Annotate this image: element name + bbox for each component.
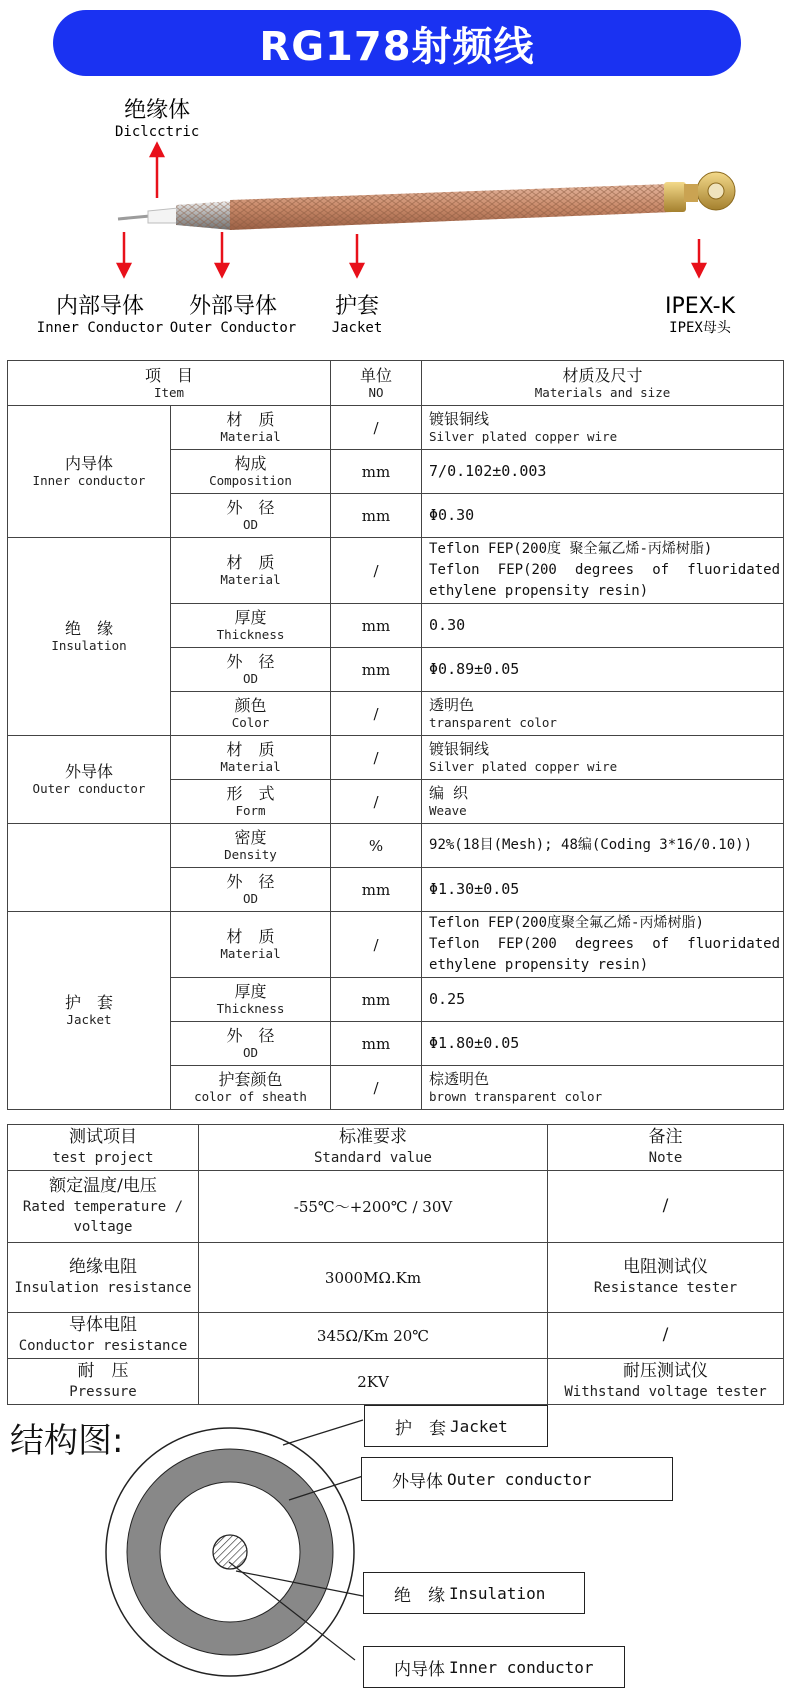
test-note-en: Resistance tester <box>593 1280 738 1296</box>
param-en: Thickness <box>216 627 285 642</box>
callout-insul-cn: 绝 缘 <box>394 1585 445 1606</box>
test-header-std-cn: 标准要求 <box>339 1127 407 1147</box>
param-en: Thickness <box>216 1001 285 1016</box>
param-en: Material <box>220 429 281 444</box>
callout-outer-cn: 外导体 <box>392 1471 443 1492</box>
test-std-cell: 3000MΩ.Km <box>199 1243 548 1313</box>
callout-jacket-cn: 护 套 <box>395 1418 446 1439</box>
label-inner-en: Inner Conductor <box>36 320 164 336</box>
value-primary: Teflon FEP(200度 聚全氟乙烯-丙烯树脂) <box>429 541 713 557</box>
unit-cell: / <box>331 912 422 978</box>
value-cell <box>422 1066 784 1110</box>
param-cell <box>171 912 331 978</box>
test-note-cell <box>548 1313 784 1359</box>
unit-cell: mm <box>331 868 422 912</box>
table-row <box>8 912 784 978</box>
label-ipex-en: IPEX母头 <box>669 320 731 336</box>
inner-conductor-wire <box>118 216 150 219</box>
dielectric-section <box>148 208 178 223</box>
value-secondary: brown transparent color <box>429 1089 603 1104</box>
test-header-item-cn: 测试项目 <box>69 1127 137 1147</box>
value-primary: Φ1.30±0.05 <box>429 880 520 898</box>
value-cell <box>422 538 784 604</box>
value-tertiary: ethylene propensity resin) <box>429 957 649 973</box>
param-en: Color <box>231 715 270 730</box>
test-std-cell: 2KV <box>199 1359 548 1405</box>
test-note-en: Withstand voltage tester <box>564 1384 767 1400</box>
test-header-item <box>8 1125 199 1171</box>
param-cn: 颜色 <box>234 696 267 715</box>
callout-inner-conductor <box>363 1646 625 1688</box>
value-cell <box>422 692 784 736</box>
param-cn: 外 径 <box>226 652 275 671</box>
spec-header-mat-cn: 材质及尺寸 <box>562 365 643 385</box>
test-item-en: Rated temperature / voltage <box>22 1199 184 1235</box>
group-en: Outer conductor <box>32 781 146 796</box>
value-cell <box>422 824 784 868</box>
callout-outer-en: Outer conductor <box>447 1469 592 1489</box>
structure-diagram <box>0 1400 790 1701</box>
group-cn: 外导体 <box>64 762 113 781</box>
unit-cell: mm <box>331 1022 422 1066</box>
test-std-cell: 345Ω/Km 20℃ <box>199 1313 548 1359</box>
value-primary: 7/0.102±0.003 <box>429 462 547 480</box>
param-cn: 外 径 <box>226 1026 275 1045</box>
spec-header-mat-en: Materials and size <box>534 384 671 400</box>
test-std-cell: -55℃～+200℃ / 30V <box>199 1171 548 1243</box>
param-en: OD <box>242 517 259 532</box>
value-secondary: Teflon FEP(200 degrees of fluoridated <box>429 562 781 578</box>
param-cn: 密度 <box>234 828 267 847</box>
test-note-cell <box>548 1171 784 1243</box>
group-insulation <box>8 538 171 736</box>
test-item-cell <box>8 1359 199 1405</box>
value-primary: 编 织 <box>429 784 469 802</box>
test-item-en: Pressure <box>69 1384 137 1400</box>
value-cell <box>422 736 784 780</box>
callout-insul-en: Insulation <box>449 1583 546 1603</box>
callout-jacket <box>364 1405 548 1447</box>
label-dielectric-en: Diclcctric <box>115 124 200 140</box>
value-cell <box>422 648 784 692</box>
callout-jacket-en: Jacket <box>450 1416 508 1436</box>
test-item-cell <box>8 1171 199 1243</box>
unit-cell: / <box>331 538 422 604</box>
value-primary: 0.30 <box>429 616 466 634</box>
param-cn: 护套颜色 <box>218 1070 283 1089</box>
param-cell <box>171 450 331 494</box>
param-cell <box>171 648 331 692</box>
param-cell <box>171 824 331 868</box>
param-cn: 材 质 <box>226 740 275 759</box>
callout-insulation <box>363 1572 585 1614</box>
title-banner <box>53 10 741 76</box>
param-cn: 外 径 <box>226 872 275 891</box>
value-primary: Φ0.89±0.05 <box>429 660 520 678</box>
test-note-cn: 耐压测试仪 <box>623 1361 708 1381</box>
param-cell <box>171 494 331 538</box>
unit-cell: mm <box>331 604 422 648</box>
param-cell <box>171 406 331 450</box>
test-header-std-en: Standard value <box>313 1150 432 1166</box>
param-cell <box>171 1022 331 1066</box>
table-row <box>8 538 784 604</box>
value-cell <box>422 978 784 1022</box>
table-row <box>8 406 784 450</box>
group-cn: 绝 缘 <box>64 619 113 638</box>
param-en: OD <box>242 891 259 906</box>
param-cell <box>171 868 331 912</box>
unit-cell: / <box>331 1066 422 1110</box>
test-item-cell <box>8 1243 199 1313</box>
unit-cell: / <box>331 692 422 736</box>
page-title: RG178射频线 <box>259 23 535 70</box>
spec-header-item-cn: 项 目 <box>145 365 194 385</box>
spec-header-item <box>8 361 331 406</box>
test-item-en: Conductor resistance <box>18 1338 188 1354</box>
param-en: Material <box>220 759 281 774</box>
unit-cell: / <box>331 736 422 780</box>
test-table <box>7 1124 784 1405</box>
callout-inner-en: Inner conductor <box>449 1657 594 1677</box>
table-row <box>8 1359 784 1405</box>
value-cell <box>422 604 784 648</box>
unit-cell: mm <box>331 450 422 494</box>
test-header-note-cn: 备注 <box>648 1127 683 1147</box>
param-en: Form <box>235 803 266 818</box>
unit-cell: mm <box>331 978 422 1022</box>
group-en: Jacket <box>66 1012 112 1027</box>
test-header-row <box>8 1125 784 1171</box>
param-en: Density <box>224 847 277 862</box>
test-note-cn: 电阻测试仪 <box>623 1257 708 1277</box>
param-cn: 材 质 <box>226 410 275 429</box>
param-en: color of sheath <box>194 1089 307 1104</box>
spec-header-unit <box>331 361 422 406</box>
label-jacket-en: Jacket <box>331 320 383 336</box>
label-jacket-cn: 护套 <box>334 294 379 319</box>
label-dielectric-cn: 绝缘体 <box>124 98 191 123</box>
param-cell <box>171 538 331 604</box>
label-inner-cn: 内部导体 <box>55 294 144 319</box>
test-note-cn: / <box>662 1196 669 1216</box>
ipex-connector-body <box>664 182 686 212</box>
table-row <box>8 1171 784 1243</box>
param-en: OD <box>242 671 259 686</box>
value-primary: 棕透明色 <box>429 1070 490 1088</box>
test-header-note <box>548 1125 784 1171</box>
callout-inner-cn: 内导体 <box>394 1659 445 1680</box>
param-cn: 形 式 <box>226 784 275 803</box>
param-cn: 厚度 <box>234 982 267 1001</box>
test-item-cell <box>8 1313 199 1359</box>
value-tertiary: ethylene propensity resin) <box>429 583 649 599</box>
group-cn: 内导体 <box>64 454 113 473</box>
table-row <box>8 736 784 780</box>
inner-conductor-core <box>213 1535 247 1569</box>
table-row <box>8 824 784 868</box>
label-outer-en: Outer Conductor <box>169 320 297 336</box>
param-cell <box>171 780 331 824</box>
group-outer-conductor-cont <box>8 824 171 912</box>
spec-header-unit-en: NO <box>368 384 384 400</box>
value-secondary: Weave <box>429 803 467 818</box>
test-item-cn: 绝缘电阻 <box>69 1257 137 1277</box>
structure-title: 结构图: <box>10 1421 124 1461</box>
unit-cell: % <box>331 824 422 868</box>
test-item-en: Insulation resistance <box>14 1280 192 1296</box>
label-jacket <box>320 294 394 337</box>
value-primary: Φ1.80±0.05 <box>429 1034 520 1052</box>
param-cell <box>171 692 331 736</box>
group-jacket <box>8 912 171 1110</box>
param-cell <box>171 978 331 1022</box>
spec-header-row <box>8 361 784 406</box>
value-primary: Teflon FEP(200度聚全氟乙烯-丙烯树脂) <box>429 915 704 931</box>
spec-header-material <box>422 361 784 406</box>
value-primary: 镀银铜线 <box>429 740 490 758</box>
unit-cell: mm <box>331 648 422 692</box>
test-header-item-en: test project <box>52 1150 154 1166</box>
table-row <box>8 1243 784 1313</box>
label-inner-conductor <box>34 294 166 337</box>
param-cell <box>171 736 331 780</box>
param-cell <box>171 1066 331 1110</box>
value-secondary: transparent color <box>429 715 557 730</box>
param-en: Material <box>220 946 281 961</box>
cable-photo <box>0 84 790 354</box>
param-cn: 材 质 <box>226 553 275 572</box>
spec-table <box>7 360 784 1110</box>
label-outer-conductor <box>167 294 299 337</box>
value-secondary: Silver plated copper wire <box>429 429 618 444</box>
table-row <box>8 1313 784 1359</box>
spec-header-item-en: Item <box>153 384 185 400</box>
value-primary: 透明色 <box>429 696 475 714</box>
test-item-cn: 额定温度/电压 <box>49 1176 157 1196</box>
label-ipex-cn: IPEX-K <box>665 294 735 319</box>
param-cn: 厚度 <box>234 608 267 627</box>
param-cn: 构成 <box>234 454 267 473</box>
test-note-cell <box>548 1359 784 1405</box>
param-cell <box>171 604 331 648</box>
param-en: Material <box>220 572 281 587</box>
value-cell <box>422 1022 784 1066</box>
label-outer-cn: 外部导体 <box>188 294 277 319</box>
test-header-std <box>199 1125 548 1171</box>
callout-outer-conductor <box>361 1457 673 1501</box>
unit-cell: mm <box>331 494 422 538</box>
value-cell <box>422 868 784 912</box>
value-cell <box>422 406 784 450</box>
test-header-note-en: Note <box>648 1150 683 1166</box>
value-secondary: Teflon FEP(200 degrees of fluoridated <box>429 936 781 952</box>
value-cell <box>422 450 784 494</box>
label-dielectric <box>115 98 199 141</box>
value-primary: Φ0.30 <box>429 506 475 524</box>
value-primary: 镀银铜线 <box>429 410 490 428</box>
value-primary: 0.25 <box>429 990 466 1008</box>
test-item-cn: 耐 压 <box>77 1361 129 1381</box>
value-cell <box>422 912 784 978</box>
value-cell <box>422 780 784 824</box>
spec-header-unit-cn: 单位 <box>360 365 393 385</box>
group-cn: 护 套 <box>64 993 113 1012</box>
label-ipex <box>657 294 743 337</box>
value-primary: 92%(18目(Mesh); 48编(Coding 3*16/0.10)) <box>429 837 753 853</box>
unit-cell: / <box>331 780 422 824</box>
test-item-cn: 导体电阻 <box>69 1315 137 1335</box>
test-note-cell <box>548 1243 784 1313</box>
param-en: Composition <box>209 473 292 488</box>
group-inner-conductor <box>8 406 171 538</box>
value-secondary: Silver plated copper wire <box>429 759 618 774</box>
param-cn: 外 径 <box>226 498 275 517</box>
unit-cell: / <box>331 406 422 450</box>
param-en: OD <box>242 1045 259 1060</box>
test-note-cn: / <box>662 1325 669 1345</box>
group-outer-conductor <box>8 736 171 824</box>
value-cell <box>422 494 784 538</box>
group-en: Insulation <box>51 638 127 653</box>
param-cn: 材 质 <box>226 927 275 946</box>
group-en: Inner conductor <box>32 473 146 488</box>
